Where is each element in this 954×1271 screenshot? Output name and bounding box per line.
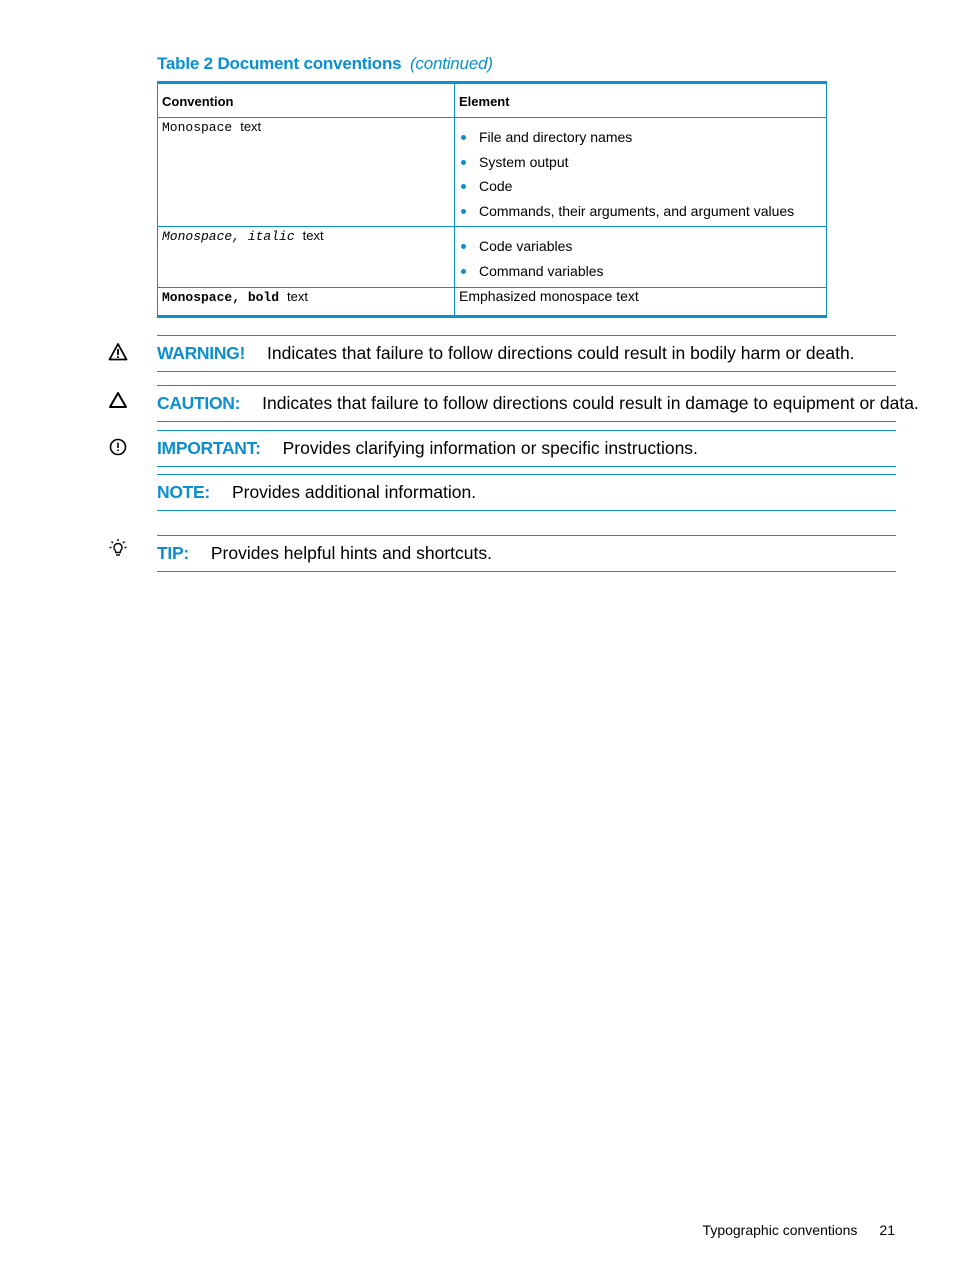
caution-notice bbox=[157, 385, 919, 422]
convention-suffix: text bbox=[302, 228, 324, 243]
page-footer bbox=[703, 1222, 895, 1238]
note-label: NOTE: bbox=[157, 482, 210, 502]
element-cell: Emphasized monospace text bbox=[455, 288, 827, 317]
table-row bbox=[158, 227, 827, 288]
table-row bbox=[158, 118, 827, 227]
caution-text: Indicates that failure to follow directions could result in damage to equipment or data. bbox=[262, 393, 919, 413]
lightbulb-icon bbox=[108, 538, 128, 558]
convention-mono: Monospace, bold bbox=[162, 290, 280, 305]
element-cell bbox=[455, 227, 827, 288]
list-item: System output bbox=[459, 150, 822, 175]
caution-triangle-icon bbox=[108, 390, 128, 410]
list-item: File and directory names bbox=[459, 125, 822, 150]
element-list bbox=[459, 227, 822, 283]
warning-notice bbox=[157, 335, 896, 372]
table-row bbox=[158, 288, 827, 317]
warning-triangle-icon bbox=[108, 342, 128, 362]
warning-label: WARNING! bbox=[157, 343, 246, 363]
caution-label: CAUTION: bbox=[157, 393, 241, 413]
convention-mono: Monospace bbox=[162, 120, 233, 135]
conventions-table bbox=[157, 81, 827, 318]
element-cell bbox=[455, 118, 827, 227]
exclamation-circle-icon bbox=[108, 437, 128, 457]
note-text: Provides additional information. bbox=[231, 482, 477, 502]
table-header-row bbox=[158, 83, 827, 118]
convention-cell bbox=[158, 118, 455, 227]
list-item: Code variables bbox=[459, 234, 822, 259]
important-notice bbox=[157, 430, 896, 467]
warning-text: Indicates that failure to follow directions could result in bodily harm or death. bbox=[267, 343, 855, 363]
list-item: Commands, their arguments, and argument values bbox=[459, 199, 822, 224]
convention-suffix: text bbox=[240, 119, 262, 134]
page-number: 21 bbox=[879, 1222, 895, 1238]
convention-suffix: text bbox=[287, 289, 308, 304]
tip-label: TIP: bbox=[157, 543, 189, 563]
element-list bbox=[459, 118, 822, 223]
footer-section: Typographic conventions bbox=[702, 1222, 858, 1238]
convention-mono: Monospace, italic bbox=[162, 229, 295, 244]
caption-title: Table 2 Document conventions bbox=[157, 54, 402, 73]
list-item: Command variables bbox=[459, 259, 822, 284]
convention-cell bbox=[158, 227, 455, 288]
column-header-convention: Convention bbox=[158, 83, 455, 118]
important-text: Provides clarifying information or specific instructions. bbox=[282, 438, 698, 458]
caption-continued: (continued) bbox=[409, 54, 493, 73]
tip-text: Provides helpful hints and shortcuts. bbox=[210, 543, 492, 563]
note-notice bbox=[157, 474, 896, 511]
column-header-element: Element bbox=[455, 83, 827, 118]
table-caption bbox=[157, 54, 493, 74]
tip-notice bbox=[157, 535, 896, 572]
list-item: Code bbox=[459, 174, 822, 199]
important-label: IMPORTANT: bbox=[157, 438, 261, 458]
convention-cell bbox=[158, 288, 455, 317]
